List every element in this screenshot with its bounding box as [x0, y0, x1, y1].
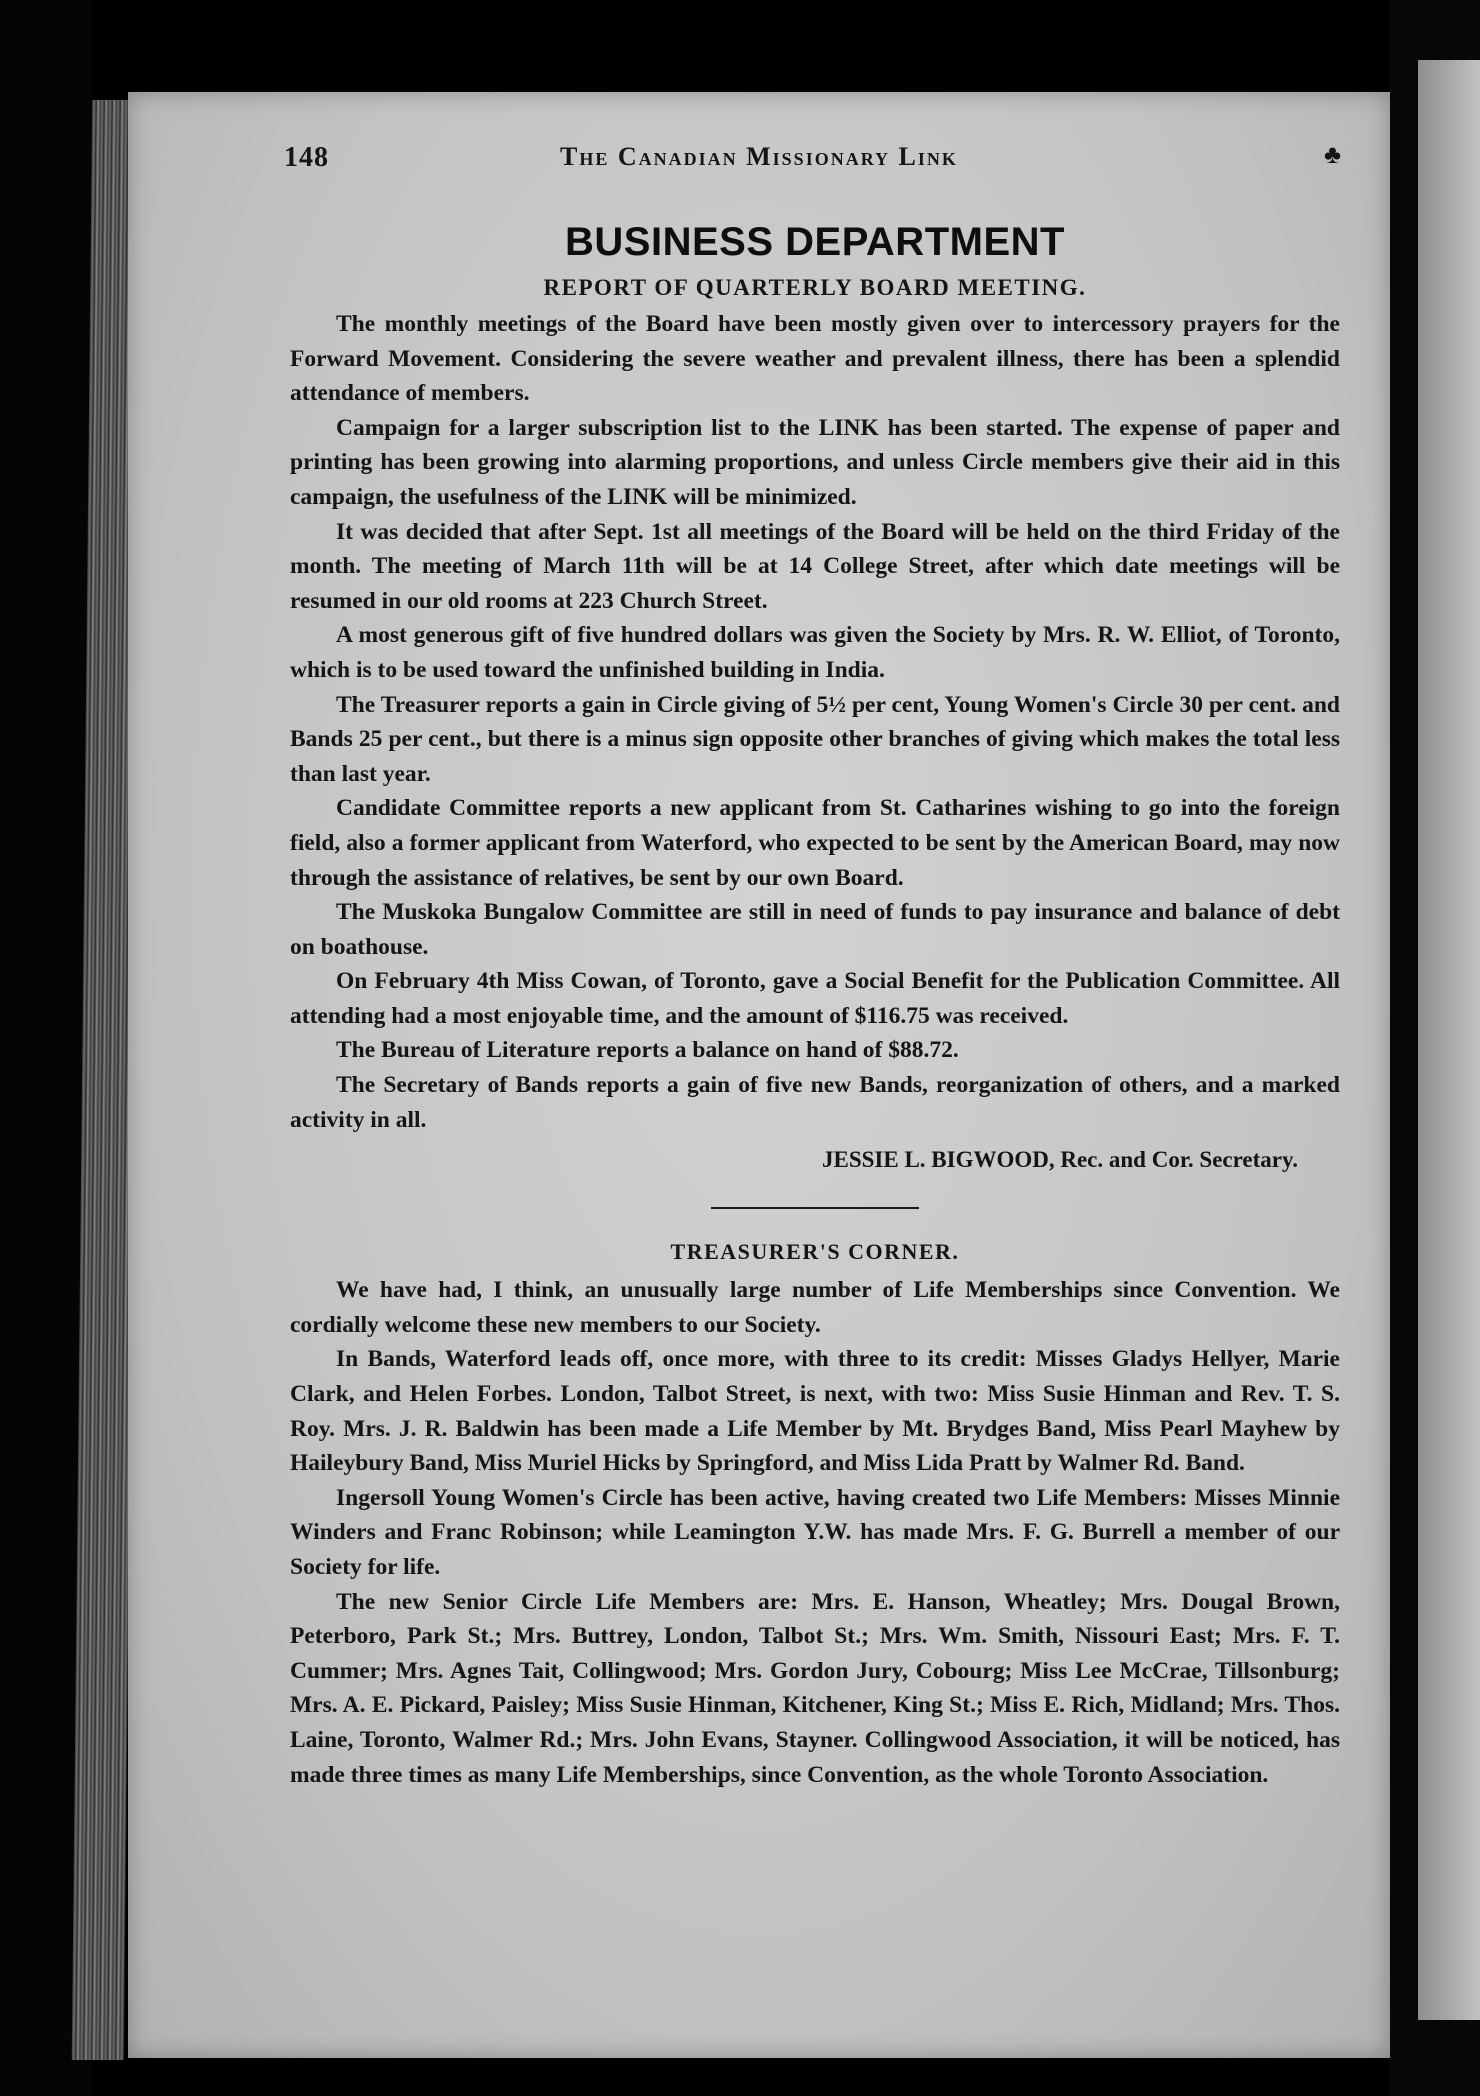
report-paragraph: The Secretary of Bands reports a gain of five new Bands, reorganization of others, and a marked activity in all.: [290, 1072, 1340, 1133]
page-number: 148: [284, 142, 329, 173]
adjacent-page-edge: [1418, 60, 1480, 2020]
report-paragraph: The Muskoka Bungalow Committee are still in need of funds to pay insurance and balance of debt on boathouse.: [290, 899, 1340, 960]
running-head: [284, 140, 1342, 182]
report-subtitle: REPORT OF QUARTERLY BOARD MEETING.: [543, 275, 1087, 300]
report-paragraph: The monthly meetings of the Board have been mostly given over to intercessory prayers for the Forward Movement. Considering the severe weather and prevalent illness, there has been a splendid attendance of members.: [290, 311, 1340, 407]
treasurer-paragraph: Ingersoll Young Women's Circle has been active, having created two Life Members: Misses Minnie Winders and Franc Robinson; while Leamington Y.W. has made Mrs. F. G. Burrell a member of our Society for life.: [290, 1484, 1340, 1580]
treasurer-paragraph: In Bands, Waterford leads off, once more, with three to its credit: Misses Gladys Hellyer, Marie Clark, and Helen Forbes. London, Talbot Street, is next, with two: Miss Susie Hinman and Rev. T. S. Roy. Mrs. J. R. Baldwin has been made a Life Member by Mt. Brydges Band, Miss Pearl Mayhew by Haileybury Band, Miss Muriel Hicks by Springford, and Miss Lida Pratt by Walmer Rd. Band.: [290, 1346, 1340, 1477]
treasurer-paragraph: We have had, I think, an unusually large number of Life Memberships since Convention. We cordially welcome these new members to our Society.: [290, 1277, 1340, 1338]
page-content: [284, 140, 1342, 1792]
secretary-signature: JESSIE L. BIGWOOD, Rec. and Cor. Secretary.: [821, 1147, 1298, 1173]
section-title: BUSINESS DEPARTMENT: [565, 220, 1065, 264]
report-paragraph: On February 4th Miss Cowan, of Toronto, gave a Social Benefit for the Publication Committee. All attending had a most enjoyable time, and the amount of $116.75 was received.: [290, 968, 1340, 1029]
corner-mark-icon: ♣: [1323, 140, 1342, 169]
journal-title: The Canadian Missionary Link: [560, 142, 958, 171]
report-paragraph: A most generous gift of five hundred dollars was given the Society by Mrs. R. W. Elliot, of Toronto, which is to be used toward the unfinished building in India.: [290, 622, 1340, 683]
report-paragraph: Candidate Committee reports a new applicant from St. Catharines wishing to go into the foreign field, also a former applicant from Waterford, who expected to be sent by the American Board, may now through the assistance of relatives, be sent by our own Board.: [290, 795, 1340, 891]
report-paragraph: Campaign for a larger subscription list to the LINK has been started. The expense of paper and printing has been growing into alarming proportions, and unless Circle members give their aid in this campaign, the usefulness of the LINK will be minimized.: [290, 414, 1340, 510]
section-divider: [711, 1207, 919, 1209]
report-paragraph: It was decided that after Sept. 1st all meetings of the Board will be held on the third Friday of the month. The meeting of March 11th will be at 14 College Street, after which date meetings will be resumed in our old rooms at 223 Church Street.: [290, 518, 1340, 614]
treasurer-paragraph: The new Senior Circle Life Members are: Mrs. E. Hanson, Wheatley; Mrs. Dougal Brown, Peterboro, Park St.; Mrs. Buttrey, London, Talbot St.; Mrs. Wm. Smith, Nissouri East; Mrs. F. T. Cummer; Mrs. Agnes Tait, Collingwood; Mrs. Gordon Jury, Cobourg; Miss Lee McCrae, Tillsonburg; Mrs. A. E. Pickard, Paisley; Miss Susie Hinman, Kitchener, King St.; Miss E. Rich, Midland; Mrs. Thos. Laine, Toronto, Walmer Rd.; Mrs. John Evans, Stayner. Collingwood Association, it will be noticed, has made three times as many Life Memberships, since Convention, as the whole Toronto Association.: [290, 1588, 1340, 1788]
report-paragraph: The Treasurer reports a gain in Circle giving of 5½ per cent, Young Women's Circle 30 per cent. and Bands 25 per cent., but there is a minus sign opposite other branches of giving which makes the total less than last year.: [290, 691, 1340, 787]
treasurer-title: TREASURER'S CORNER.: [670, 1239, 960, 1265]
report-paragraph: The Bureau of Literature reports a balance on hand of $88.72.: [336, 1037, 959, 1064]
